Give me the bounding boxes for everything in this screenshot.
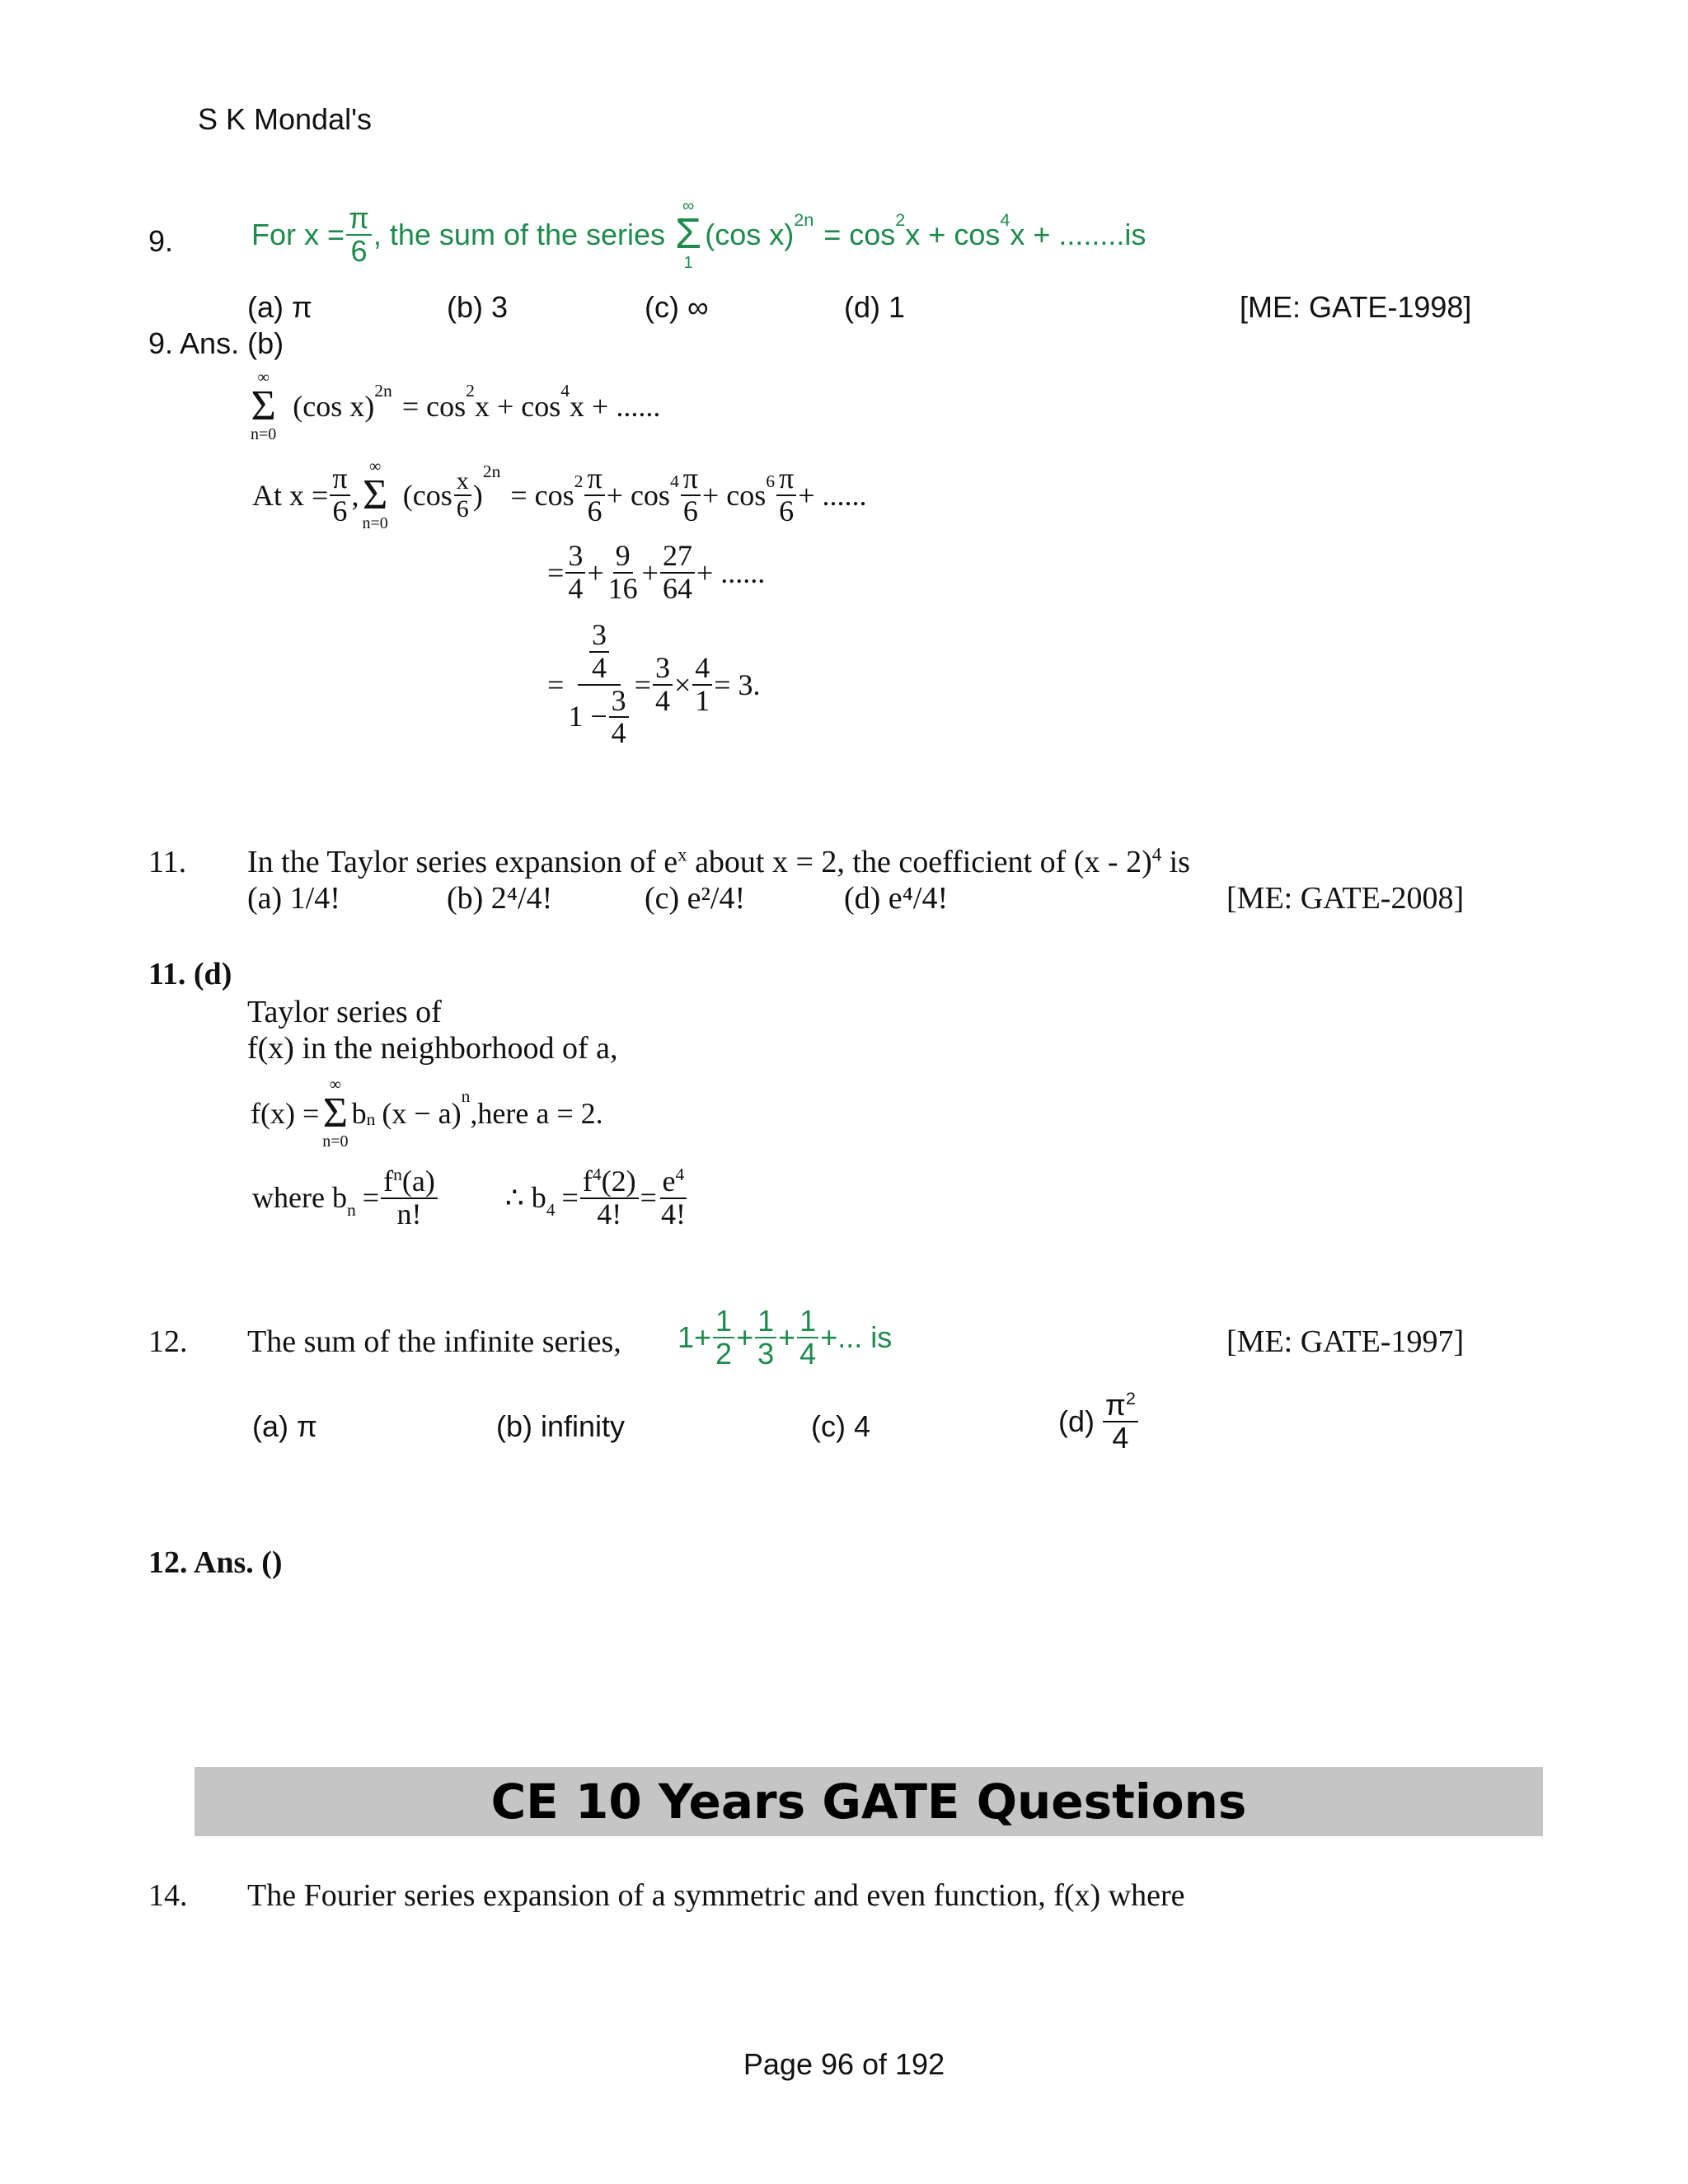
a11-b4-num-tail: (2) (601, 1165, 636, 1197)
a11-b4-num (580, 1165, 639, 1199)
a9-l2-frac1-num: π (584, 463, 604, 496)
a9-l2-eq: = cos (510, 478, 574, 512)
a9-l4-bot-d: 4 (611, 716, 626, 750)
a11-term-exp: n (461, 1086, 471, 1106)
q9-rhs-end: x + ........is (1010, 217, 1146, 251)
a9-l3-frac2 (606, 541, 640, 605)
a11-where-sub: n (346, 1199, 356, 1220)
a9-l2-term-exp: 2n (482, 462, 501, 481)
a11-therefore-sub: 4 (546, 1199, 556, 1220)
a9-line-3 (547, 541, 765, 605)
q12-n3: 1 (797, 1305, 818, 1338)
a9-l1-exp1: 2 (466, 381, 475, 401)
a9-l2-x-fraction (330, 463, 349, 527)
a9-l3-d1: 4 (568, 571, 584, 605)
a9-l2-plus1: + cos (606, 478, 670, 512)
exam-source: [ME: GATE-1998] (1240, 290, 1472, 324)
a11-where-eq: = (362, 1181, 380, 1215)
a9-l4-top (578, 620, 621, 686)
q9-x-num: π (346, 203, 372, 236)
a9-l1-sum-lower: n=0 (251, 425, 277, 444)
a11-eq2: = (640, 1181, 657, 1215)
a11-b-sub: n (366, 1109, 376, 1130)
option-d-pi: π (1105, 1388, 1126, 1422)
a9-l1-term-exp: 2n (374, 381, 392, 401)
option-d (1058, 1390, 1140, 1454)
a11-bn-den: n! (396, 1197, 422, 1230)
answer-label: 12. Ans. () (148, 1545, 283, 1580)
equals-sign: = (547, 668, 565, 701)
option-b: (b) 3 (447, 290, 509, 324)
a9-l3-n3: 27 (660, 541, 695, 574)
a9-l2-term-den: 6 (456, 494, 469, 523)
q11-text-a: In the Taylor series expansion of e (247, 845, 678, 879)
a9-l4-b-d: 1 (695, 683, 710, 717)
option-b: (b) 2⁴/4! (447, 881, 553, 916)
a9-l1-sum-upper: ∞ (257, 368, 270, 387)
a9-l4-b-n: 4 (692, 653, 712, 686)
a11-taylor-formula (251, 1076, 603, 1150)
option-a: (a) 1/4! (247, 881, 340, 916)
q12-n2: 1 (755, 1305, 776, 1338)
sigma-symbol: Σ (363, 471, 388, 518)
a11-result-num (660, 1165, 687, 1199)
a11-b4-num-f: f (582, 1165, 593, 1197)
a9-l2-term-num: x (454, 468, 471, 496)
q11-text-c: is (1161, 845, 1190, 879)
question-number: 11. (148, 845, 187, 879)
option-d-den: 4 (1112, 1420, 1129, 1455)
q9-term: (cos x) (705, 217, 795, 251)
q9-sum-lower: 1 (683, 254, 693, 273)
option-d-exp: 2 (1125, 1388, 1136, 1408)
plus-sign: + (641, 555, 659, 589)
a11-result-num-sup: 4 (675, 1165, 685, 1184)
a11-sum-upper: ∞ (329, 1076, 342, 1094)
a9-l3-d2: 16 (607, 571, 638, 605)
q12-frac1 (713, 1305, 734, 1370)
q11-text-sup: x (678, 844, 687, 865)
a11-bn-num-sup: n (393, 1165, 402, 1184)
a9-l1-summation (251, 369, 276, 443)
option-c: (c) ∞ (645, 290, 709, 324)
sigma-symbol: Σ (322, 1090, 349, 1137)
plus-sign: + (778, 1319, 796, 1354)
question-number: 9. (148, 224, 174, 258)
a9-l2-tail: + ...... (798, 478, 867, 512)
option-d: (d) e⁴/4! (844, 881, 949, 916)
a9-l2-term-fraction (454, 468, 471, 522)
section-banner (195, 1767, 1543, 1836)
a9-l2-e3: 6 (766, 471, 776, 491)
q9-sum-upper: ∞ (682, 197, 695, 215)
q9-middle: , the sum of the series (373, 217, 666, 251)
option-d-fraction (1103, 1390, 1138, 1454)
question-number: 14. (148, 1878, 188, 1913)
a9-l3-frac1 (565, 541, 585, 605)
a11-bn-fraction (381, 1165, 438, 1230)
q12-series (678, 1305, 892, 1370)
a9-l2-comma: , (351, 478, 359, 512)
a9-l4-result: = 3. (714, 668, 761, 701)
a11-bn-num-f: f (383, 1165, 394, 1197)
equals-sign: = (634, 668, 651, 701)
q9-rhs-exp2: 4 (1000, 209, 1010, 230)
a9-l2-frac3-num: π (776, 463, 796, 496)
a9-l4-a-d: 4 (654, 683, 670, 717)
a9-l2-e2: 4 (669, 471, 679, 491)
a9-l4-frac-a (653, 650, 673, 717)
a9-l2-sum-upper: ∞ (369, 457, 382, 476)
a9-l4-frac-b (692, 650, 712, 717)
a9-l4-top-d: 4 (591, 650, 607, 684)
option-d-label: (d) (1058, 1404, 1095, 1438)
q12-d2: 3 (757, 1336, 775, 1371)
exam-source: [ME: GATE-2008] (1226, 881, 1465, 916)
a9-l2-frac3 (776, 463, 796, 527)
a11-result-den: 4! (660, 1197, 686, 1230)
a9-l2-frac3-den: 6 (779, 494, 795, 527)
a9-l2-plus2: + cos (701, 478, 767, 512)
question-11-text (247, 844, 1190, 880)
q9-term-exp: 2n (794, 209, 814, 230)
a9-l4-a-n: 3 (653, 653, 673, 686)
a11-formula-lhs: f(x) = (251, 1096, 320, 1130)
a11-term: (x − a) (382, 1096, 462, 1130)
a9-line-2 (252, 458, 867, 532)
q12-frac2 (755, 1305, 776, 1370)
a9-l4-top-n: 3 (589, 620, 609, 653)
q12-d3: 4 (799, 1336, 817, 1371)
a9-l2-x-den: 6 (332, 494, 348, 527)
option-a: (a) π (252, 1409, 317, 1443)
sigma-symbol: Σ (251, 382, 276, 429)
a11-b4-den: 4! (597, 1197, 622, 1230)
q12-series-a: 1+ (678, 1319, 712, 1354)
a9-l4-compound-fraction (565, 620, 632, 749)
q9-x-den: 6 (350, 233, 368, 268)
a9-l4-bottom (565, 683, 632, 750)
option-c: (c) 4 (811, 1409, 870, 1443)
plus-sign: + (736, 1319, 754, 1354)
option-c: (c) e²/4! (645, 881, 746, 916)
q11-text-b: about x = 2, the coefficient of (x - 2) (687, 845, 1152, 879)
plus-sign: + (587, 555, 604, 589)
a9-l4-bot-frac (609, 683, 629, 750)
a11-result-num-e: e (662, 1165, 676, 1197)
q9-rhs-exp1: 2 (895, 209, 906, 230)
a11-sum-lower: n=0 (322, 1132, 349, 1151)
a9-l1-exp2: 4 (560, 381, 570, 401)
a9-l2-e1: 2 (574, 471, 584, 491)
q9-rhs: = cos (823, 217, 896, 251)
option-a: (a) π (247, 290, 312, 324)
a9-l3-d3: 64 (662, 571, 692, 605)
a9-l4-top-frac (589, 620, 609, 684)
answer-label: 11. (d) (148, 957, 232, 991)
a11-line-1: Taylor series of (247, 995, 442, 1029)
q9-rhs-mid: x + cos (905, 217, 1001, 251)
a9-l2-term-b: ) (472, 478, 483, 512)
question-9-text (251, 198, 1146, 271)
a9-l2-at: At x = (252, 478, 329, 512)
a9-l4-one-minus: 1 − (568, 700, 607, 733)
a9-l3-n2: 9 (613, 541, 633, 574)
a9-l2-x-num: π (330, 463, 349, 496)
option-b: (b) infinity (496, 1409, 626, 1443)
a11-result-fraction (659, 1165, 688, 1230)
a9-l2-frac1 (584, 463, 604, 527)
q12-frac3 (797, 1305, 818, 1370)
a9-l2-summation (363, 458, 388, 532)
a11-therefore-eq: = (561, 1181, 579, 1215)
a9-l1-rhs-c: x + ...... (570, 389, 661, 423)
a11-bn-num (381, 1165, 438, 1199)
a11-bn-num-tail: (a) (401, 1165, 435, 1197)
q12-d1: 2 (715, 1336, 733, 1371)
a9-l1-term: (cos x) (293, 389, 375, 423)
question-14-text: The Fourier series expansion of a symmetric and even function, f(x) where (247, 1878, 1185, 1913)
q11-text-sup2: 4 (1151, 844, 1162, 865)
q9-x-fraction (346, 200, 372, 268)
a11-b: b (351, 1096, 367, 1130)
option-d-num (1103, 1390, 1138, 1422)
a9-l4-bot-n: 3 (609, 686, 629, 719)
option-d: (d) 1 (844, 290, 906, 324)
sigma-symbol: Σ (675, 210, 702, 258)
a11-b4-fraction (580, 1165, 639, 1230)
question-number: 12. (148, 1324, 188, 1359)
a9-l3-n1: 3 (565, 541, 585, 574)
a9-l2-frac2-num: π (681, 463, 701, 496)
exam-source: [ME: GATE-1997] (1226, 1324, 1465, 1359)
equals-sign: = (547, 555, 565, 589)
a9-l1-rhs-b: x + cos (474, 389, 561, 423)
section-title: CE 10 Years GATE Questions (490, 1774, 1247, 1830)
a11-where-line (252, 1165, 690, 1230)
a11-tail: ,here a = 2. (470, 1096, 603, 1130)
q12-n1: 1 (713, 1305, 734, 1338)
a9-line-1 (247, 369, 660, 443)
a9-line-4 (547, 620, 761, 749)
a9-l2-sum-lower: n=0 (362, 514, 388, 533)
page-number: Page 96 of 192 (743, 2047, 945, 2081)
q9-prefix: For x = (251, 217, 345, 251)
a11-where-label: where b (252, 1181, 347, 1215)
answer-label: 9. Ans. (b) (148, 326, 284, 360)
a9-l2-frac1-den: 6 (587, 494, 603, 527)
a9-l1-rhs-a: = cos (401, 389, 467, 423)
q12-series-tail: +... is (820, 1319, 893, 1354)
a11-b4-num-sup: 4 (592, 1165, 602, 1184)
q9-summation (675, 198, 701, 271)
a9-l3-tail: + ...... (696, 555, 766, 589)
a9-l3-frac3 (660, 541, 695, 605)
a9-l2-frac2-den: 6 (682, 494, 698, 527)
a11-summation (322, 1076, 348, 1150)
a9-l2-term-a: (cos (402, 478, 452, 512)
a11-therefore: ∴ b (504, 1181, 546, 1215)
question-12-text: The sum of the infinite series, (247, 1324, 621, 1359)
running-header: S K Mondal's (198, 102, 372, 136)
a9-l4-times: × (673, 668, 692, 701)
a9-l2-frac2 (681, 463, 701, 527)
a11-line-2: f(x) in the neighborhood of a, (247, 1031, 618, 1066)
